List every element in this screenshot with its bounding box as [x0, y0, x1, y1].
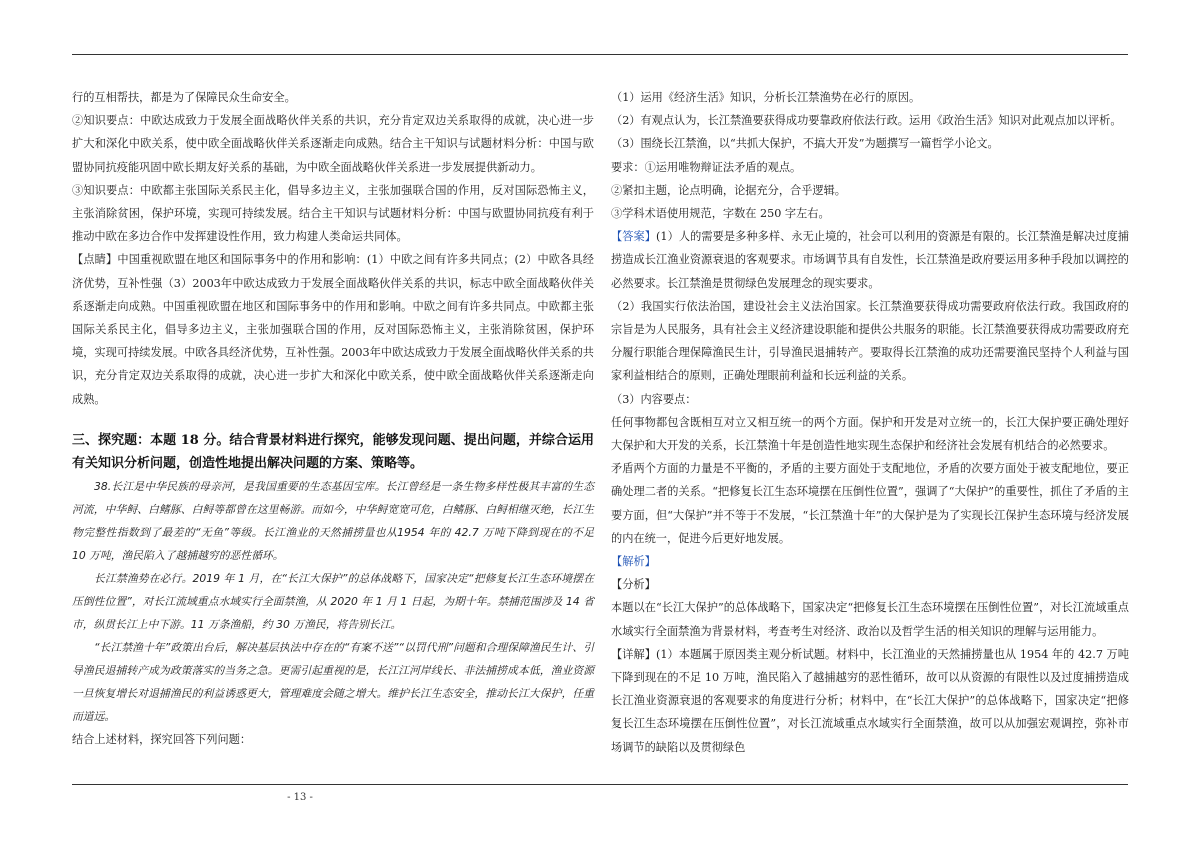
- answer-paragraph: （2）我国实行依法治国，建设社会主义法治国家。长江禁渔要获得成功需要政府依法行政。我国政府的宗旨是为人民服务，具有社会主义经济建设职能和提供公共服务的职能。长江禁渔要获得成功需要政府充分履行职能合理保障渔民生计，引导渔民退捕转产。要取得长江禁渔的成功还需要渔民坚持个人利益与国家利益相结合的原则，正确处理眼前利益和长远利益的关系。: [611, 299, 1129, 383]
- requirement-item: 要求：①运用唯物辩证法矛盾的观点。: [611, 160, 802, 174]
- answer-subhead: （3）内容要点：: [611, 392, 697, 406]
- header-rule: [72, 54, 1128, 55]
- question-item: （2）有观点认为，长江禁渔要获得成功要靠政府依法行政。运用《政治生活》知识对此观点加以评析。: [611, 114, 1122, 128]
- answer-tag: 【答案】: [611, 230, 657, 244]
- detail-paragraph: 【详解】(1）本题属于原因类主观分析试题。材料中，长江渔业的天然捕捞量也从 1954 年的 42.7 万吨下降到现在的不足 10 万吨，渔民陷入了越捕越穷的恶性循环，故可以从资源的有限性以及过度捕捞造成长江渔业资源衰退的客观要求的角度进行分析；材料中，在“长江大保护”的总体战略下，国家决定“把修复长江生态环境摆在压倒性位置”，对长江流域重点水域实行全面禁渔，故可以从加强宏观调控，弥补市场调节的缺陷以及贯彻绿色: [611, 647, 1129, 754]
- paragraph: ③知识要点：中欧都主张国际关系民主化，倡导多边主义，主张加强联合国的作用，反对国际恐怖主义，主张消除贫困，保护环境，实现可持续发展。结合主干知识与试题材料分析：中国与欧盟协同抗疫有利于推动中欧在多边合作中发挥建设性作用，致力构建人类命运共同体。: [72, 183, 594, 244]
- material-paragraph: 长江禁渔势在必行。2019 年 1 月，在“长江大保护”的总体战略下，国家决定“把修复长江生态环境摆在压倒性位置”，对长江流域重点水域实行全面禁渔，从 2020 年 1 月 1 日起，为期十年。禁捕范围涉及 14 省市，纵贯长江上中下游。11 万条渔船，约 30 万渔民，将告别长江。: [72, 571, 594, 631]
- question-prompt: 结合上述材料，探究回答下列问题：: [72, 732, 252, 746]
- requirement-item: ③学科术语使用规范，字数在 250 字左右。: [611, 207, 830, 221]
- paragraph: 行的互相帮扶，都是为了保障民众生命安全。: [72, 91, 296, 104]
- answer-text: (1）人的需要是多种多样、永无止境的，社会可以利用的资源是有限的。长江禁渔是解决过度捕捞造成长江渔业资源衰退的客观要求。市场调节具有自发性，长江禁渔是政府要运用多种手段加以调控的必然要求。长江禁渔是贯彻绿色发展理念的现实要求。: [611, 230, 1129, 290]
- answer-paragraph: 任何事物都包含既相互对立又相互统一的两个方面。保护和开发是对立统一的，长江大保护要正确处理好大保护和大开发的关系，长江禁渔十年是创造性地实现生态保护和经济社会发展有机结合的必然要求。: [611, 415, 1129, 453]
- paragraph: ②知识要点：中欧达成致力于发展全面战略伙伴关系的共识，充分肯定双边关系取得的成就，决心进一步扩大和深化中欧关系，使中欧全面战略伙伴关系逐渐走向成熟。结合主干知识与试题材料分析：中国与欧盟协同抗疫能巩固中欧长期友好关系的基础，为中欧全面战略伙伴关系进一步发展提供新动力。: [72, 114, 594, 174]
- page-number: - 13 -: [287, 792, 313, 803]
- analysis-paragraph: 本题以在“长江大保护”的总体战略下，国家决定“把修复长江生态环境摆在压倒性位置”，对长江流域重点水域实行全面禁渔为背景材料，考查考生对经济、政治以及哲学生活的相关知识的理解与运用能力。: [611, 601, 1129, 638]
- analysis-subhead: 【分析】: [611, 578, 656, 592]
- requirement-item: ②紧扣主题，论点明确，论据充分，合乎逻辑。: [611, 183, 846, 197]
- footer-rule: [72, 784, 1128, 785]
- answer-paragraph: 矛盾两个方面的力量是不平衡的，矛盾的主要方面处于支配地位，矛盾的次要方面处于被支配地位，要正确处理二者的关系。“把修复长江生态环境摆在压倒性位置”，强调了“大保护”的重要性，抓住了矛盾的主要方面，但“大保护”并不等于不发展，“长江禁渔十年”的大保护是为了实现长江保护生态环境与经济发展的内在统一，促进今后更好地发展。: [611, 462, 1129, 545]
- analysis-tag: 【解析】: [611, 555, 656, 569]
- answer-paragraph: [611, 225, 1129, 295]
- question-item: （3）围绕长江禁渔，以“共抓大保护，不搞大开发”为题撰写一篇哲学小论文。: [611, 137, 999, 151]
- right-column: [611, 86, 1129, 759]
- material-paragraph: 38.长江是中华民族的母亲河，是我国重要的生态基因宝库。长江曾经是一条生物多样性极其丰富的生态河流，中华鲟、白鳍豚、白鲟等都曾在这里畅游。而如今，中华鲟宽宽可危，白鳍豚、白鲟相继灭绝，长江生物完整性指数到了最差的“无鱼”等级。长江渔业的天然捕捞量也从1954 年的 42.7 万吨下降到现在的不足 10 万吨，渔民陷入了越捕越穷的恶性循环。: [72, 479, 594, 562]
- question-item: （1）运用《经济生活》知识，分析长江禁渔势在必行的原因。: [611, 91, 921, 104]
- section-heading: 三、探究题：本题 18 分。结合背景材料进行探究，能够发现问题、提出问题，并综合运用有关知识分析问题，创造性地提出解决问题的方案、策略等。: [72, 432, 594, 471]
- dianjing-paragraph: 【点睛】中国重视欧盟在地区和国际事务中的作用和影响：(1）中欧之间有许多共同点；(2）中欧各具经济优势，互补性强（3）2003年中欧达成致力于发展全面战略伙伴关系的共识，标志中欧全面战略伙伴关系逐渐走向成熟。中国重视欧盟在地区和国际事务中的作用和影响。中欧之间有许多共同点。中欧都主张国际关系民主化，倡导多边主义，主张加强联合国的作用，反对国际恐怖主义，主张消除贫困，保护环境，实现可持续发展。中欧各具经济优势，互补性强。2003年中欧达成致力于发展全面战略伙伴关系的共识，充分肯定双边关系取得的成就，决心进一步扩大和深化中欧关系，使中欧全面战略伙伴关系逐渐走向成熟。: [72, 253, 594, 406]
- left-column: [72, 86, 594, 751]
- material-paragraph: “长江禁渔十年”政策出台后，解决基层执法中存在的“有案不送”“以罚代刑”问题和合理保障渔民生计、引导渔民退捕转产成为政策落实的当务之急。更需引起重视的是，长江江河岸线长、非法捕捞成本低，渔业资源一旦恢复增长对退捕渔民的利益诱惑更大，管理难度会随之增大。维护长江生态安全，推动长江大保护，任重而道远。: [72, 640, 594, 723]
